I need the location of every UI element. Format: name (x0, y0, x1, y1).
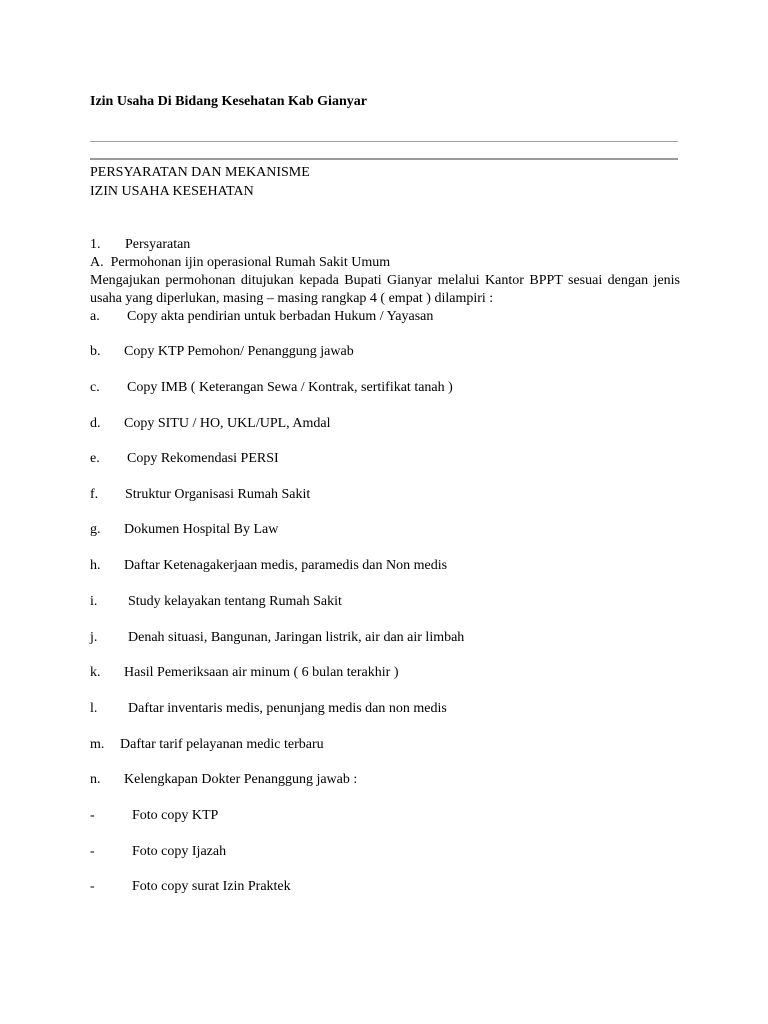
subsection-heading: A. Permohonan ijin operasional Rumah Sakit Umum (90, 255, 391, 270)
list-item-text: Copy akta pendirian untuk berbadan Hukum / Yayasan (127, 309, 434, 324)
separator-line (90, 141, 678, 142)
list-item-text: Hasil Pemeriksaan air minum ( 6 bulan terakhir ) (124, 665, 399, 680)
list-item-marker: c. (90, 380, 100, 395)
list-item-text: Copy Rekomendasi PERSI (127, 451, 279, 466)
list-item-marker: h. (90, 558, 101, 573)
list-item (90, 309, 680, 327)
list-item-marker: a. (90, 309, 100, 324)
list-item (90, 594, 680, 612)
list-item-marker: f. (90, 487, 99, 502)
separator-line-thick (90, 158, 678, 160)
list-item-marker: i. (90, 594, 98, 609)
list-item-text: Copy KTP Pemohon/ Penanggung jawab (124, 344, 354, 359)
list-item (90, 701, 680, 719)
list-item (90, 380, 680, 398)
heading-line-1: PERSYARATAN DAN MEKANISME (90, 165, 310, 180)
list-item (90, 451, 680, 469)
section-number: 1. (90, 237, 101, 252)
list-item-marker: - (90, 879, 95, 894)
list-item (90, 737, 680, 755)
list-item-marker: g. (90, 522, 101, 537)
list-item-marker: d. (90, 416, 101, 431)
list-item-marker: n. (90, 772, 101, 787)
list-item-marker: l. (90, 701, 98, 716)
list-item (90, 416, 680, 434)
section-heading (90, 237, 191, 254)
list-item-text: Foto copy surat Izin Praktek (132, 879, 291, 894)
list-item-marker: - (90, 844, 95, 859)
intro-paragraph: Mengajukan permohonan ditujukan kepada Bupati Gianyar melalui Kantor BPPT sesuai dengan jenis usaha yang diperlukan, masing – masing rangkap 4 ( empat ) dilampiri : (90, 273, 680, 306)
list-item-text: Foto copy KTP (132, 808, 219, 823)
list-item (90, 665, 680, 683)
heading-line-2: IZIN USAHA KESEHATAN (90, 184, 254, 199)
list-item-marker: b. (90, 344, 101, 359)
list-item-marker: - (90, 808, 95, 823)
list-item (90, 558, 680, 576)
list-item-marker: j. (90, 630, 98, 645)
list-item (90, 808, 680, 826)
list-item-text: Dokumen Hospital By Law (124, 522, 279, 537)
list-item (90, 487, 680, 505)
list-item-text: Daftar Ketenagakerjaan medis, paramedis dan Non medis (124, 558, 448, 573)
list-item (90, 522, 680, 540)
list-item-text: Copy IMB ( Keterangan Sewa / Kontrak, sertifikat tanah ) (127, 380, 453, 395)
list-item-text: Foto copy Ijazah (132, 844, 227, 859)
list-item-marker: k. (90, 665, 101, 680)
list-item-text: Daftar inventaris medis, penunjang medis dan non medis (128, 701, 447, 716)
list-item (90, 879, 680, 897)
list-item-text: Daftar tarif pelayanan medic terbaru (120, 737, 324, 752)
section-title: Persyaratan (125, 237, 191, 252)
list-item-text: Kelengkapan Dokter Penanggung jawab : (124, 772, 358, 787)
list-item-text: Copy SITU / HO, UKL/UPL, Amdal (124, 416, 331, 431)
list-item-text: Study kelayakan tentang Rumah Sakit (128, 594, 342, 609)
list-item (90, 344, 680, 362)
document-title: Izin Usaha Di Bidang Kesehatan Kab Gianyar (90, 94, 367, 109)
list-item-marker: e. (90, 451, 100, 466)
list-item-text: Denah situasi, Bangunan, Jaringan listrik, air dan air limbah (128, 630, 465, 645)
list-item (90, 844, 680, 862)
list-item-marker: m. (90, 737, 105, 752)
list-item (90, 772, 680, 790)
list-item (90, 630, 680, 648)
list-item-text: Struktur Organisasi Rumah Sakit (125, 487, 311, 502)
